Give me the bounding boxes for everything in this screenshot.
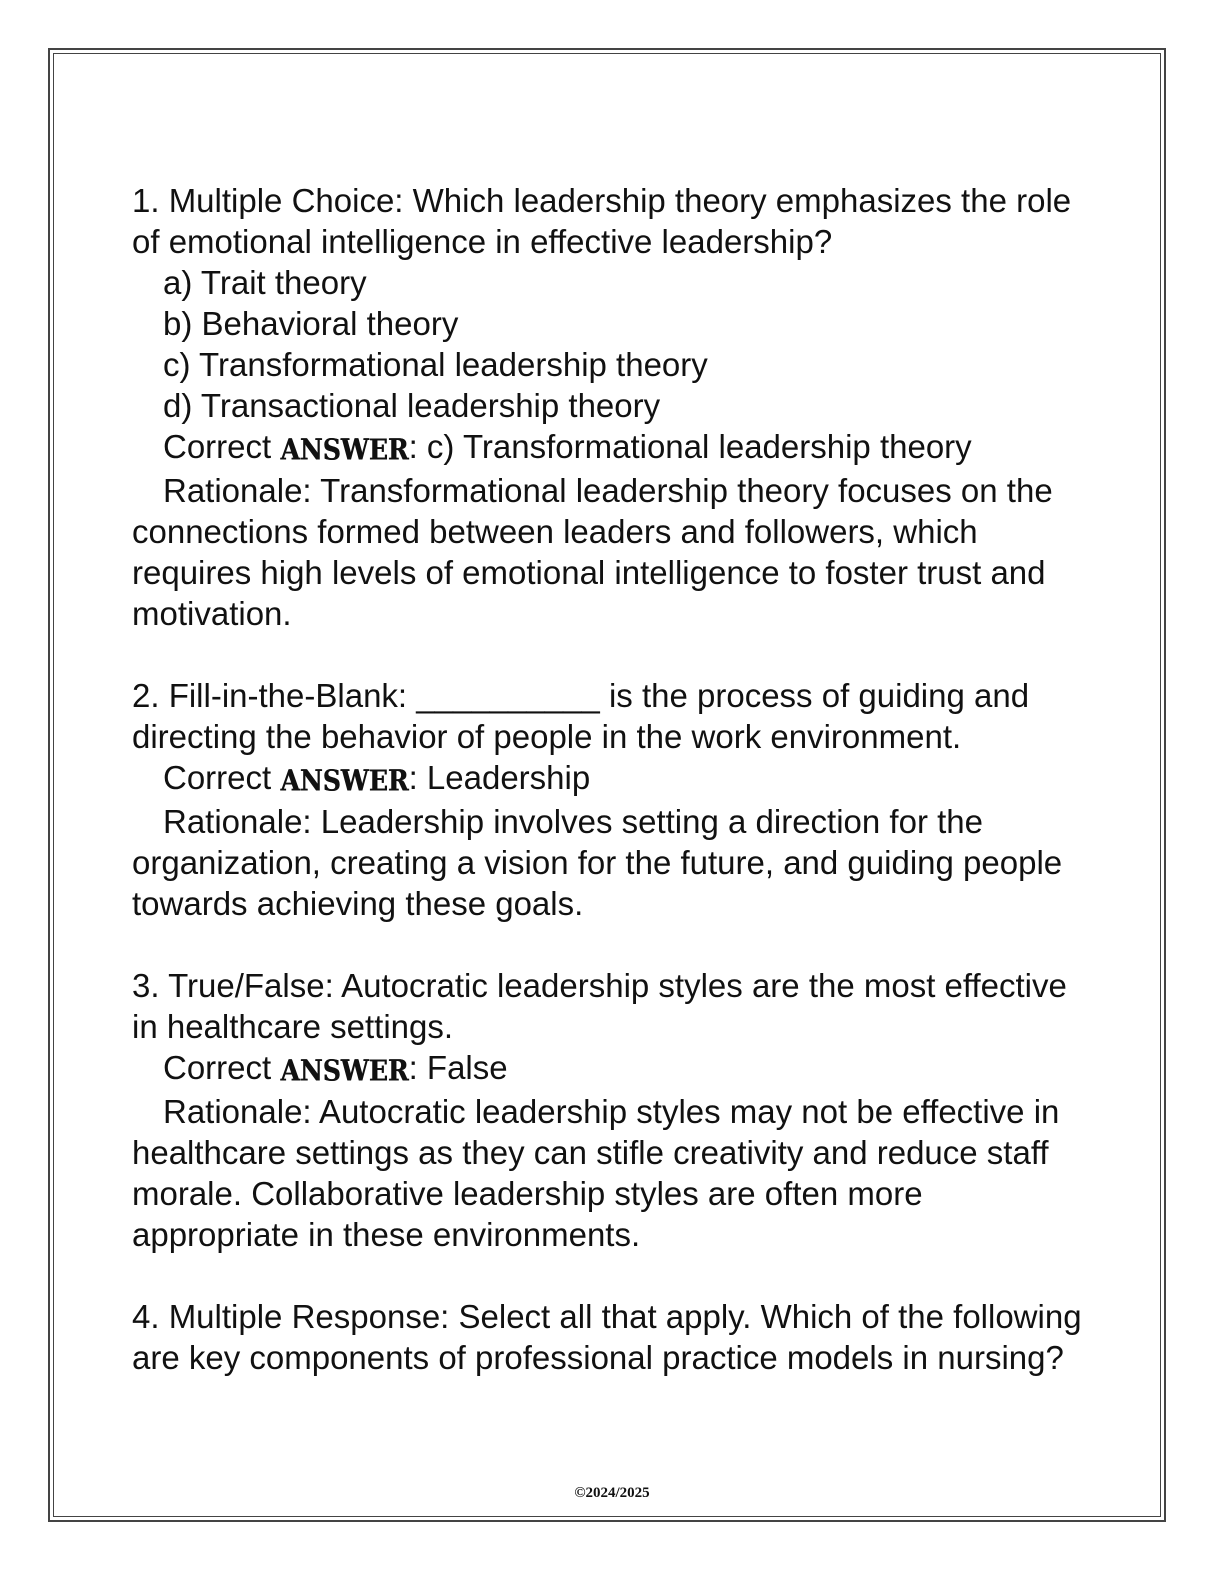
- correct-label: Correct: [163, 1049, 281, 1086]
- correct-answer-line: [132, 426, 1092, 470]
- question-1: [132, 180, 1092, 634]
- question-stem: 1. Multiple Choice: Which leadership theory emphasizes the role of emotional intelligence in effective leadership?: [132, 182, 1072, 260]
- option-d: d) Transactional leadership theory: [163, 387, 661, 424]
- rationale: Rationale: Transformational leadership theory focuses on the connections formed between leaders and followers, which requires high levels of emotional intelligence to foster trust and motivation.: [132, 472, 1053, 632]
- answer-value: : False: [408, 1049, 508, 1086]
- correct-label: Correct: [163, 759, 281, 796]
- answer-value: : c) Transformational leadership theory: [408, 428, 972, 465]
- document-body: [132, 180, 1092, 1378]
- answer-word: ANSWER: [280, 763, 409, 798]
- answer-word: ANSWER: [280, 1053, 409, 1088]
- rationale: Rationale: Leadership involves setting a direction for the organization, creating a vision for the future, and guiding people towards achieving these goals.: [132, 803, 1063, 922]
- copyright-footer: ©2024/2025: [574, 1485, 650, 1501]
- question-4: [132, 1296, 1092, 1378]
- option-c: c) Transformational leadership theory: [163, 346, 708, 383]
- question-stem: 4. Multiple Response: Select all that apply. Which of the following are key components of professional practice models in nursing?: [132, 1298, 1082, 1376]
- question-3: [132, 965, 1092, 1255]
- correct-answer-line: [132, 757, 1092, 801]
- option-a: a) Trait theory: [163, 264, 367, 301]
- question-stem: 2. Fill-in-the-Blank: __________ is the process of guiding and directing the behavior of people in the work environment.: [132, 677, 1030, 755]
- question-stem: 3. True/False: Autocratic leadership styles are the most effective in healthcare settings.: [132, 967, 1067, 1045]
- correct-answer-line: [132, 1047, 1092, 1091]
- rationale: Rationale: Autocratic leadership styles may not be effective in healthcare settings as they can stifle creativity and reduce staff morale. Collaborative leadership styles are often more appropriate in these environments.: [132, 1093, 1060, 1253]
- question-2: [132, 675, 1092, 924]
- option-b: b) Behavioral theory: [163, 305, 459, 342]
- correct-label: Correct: [163, 428, 281, 465]
- answer-value: : Leadership: [408, 759, 591, 796]
- answer-word: ANSWER: [280, 432, 409, 467]
